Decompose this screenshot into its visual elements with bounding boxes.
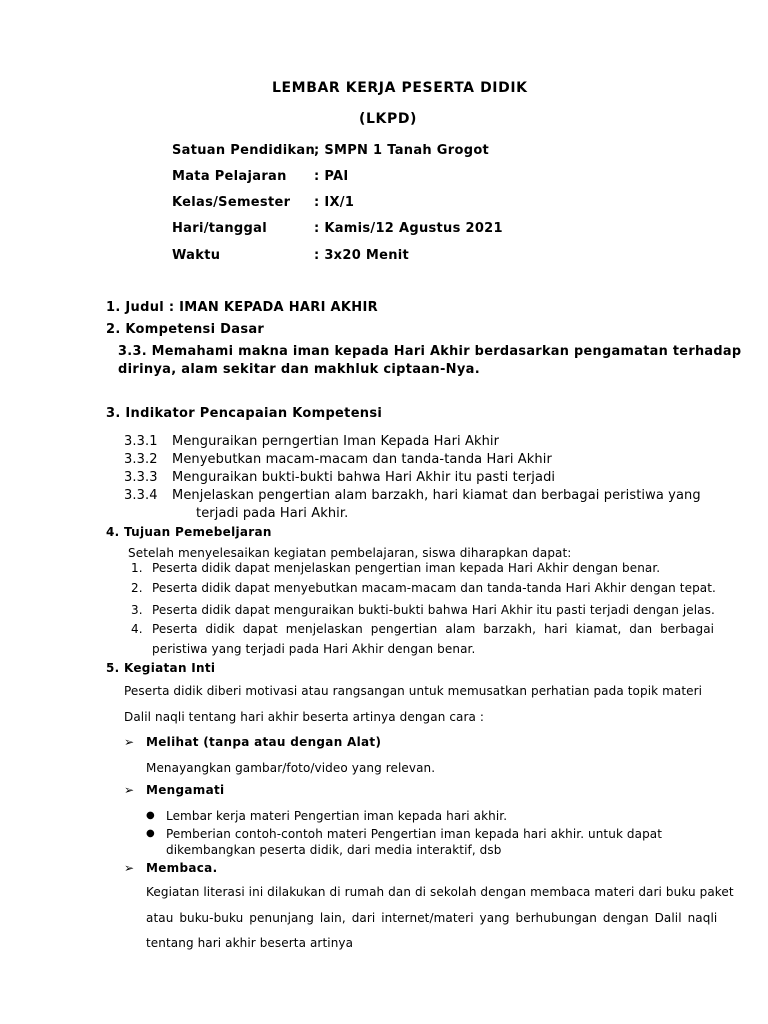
document-subtitle: (LKPD) — [359, 111, 418, 127]
tujuan-num: 4. — [131, 622, 143, 636]
mengamati-bullet-2-cont: dikembangkan peserta didik, dari media interaktif, dsb — [166, 843, 502, 857]
section-kegiatan-heading: 5. Kegiatan Inti — [106, 661, 216, 675]
bullet-dot-icon: ● — [146, 828, 155, 839]
document-title: LEMBAR KERJA PESERTA DIDIK — [272, 80, 528, 96]
section-indikator-heading: 3. Indikator Pencapaian Kompetensi — [106, 406, 383, 421]
meta-value-satuan: ; SMPN 1 Tanah Grogot — [314, 143, 490, 158]
meta-label-satuan: Satuan Pendidikan — [172, 143, 316, 158]
indikator-num: 3.3.4 — [124, 488, 158, 503]
arrow-bullet-icon: ➢ — [124, 783, 135, 797]
meta-value-mapel: : PAI — [314, 169, 349, 184]
membaca-line-3: tentang hari akhir beserta artinya — [146, 936, 354, 950]
meta-label-waktu: Waktu — [172, 248, 221, 263]
indikator-text: Menjelaskan pengertian alam barzakh, hari kiamat dan berbagai peristiwa yang — [172, 488, 701, 503]
membaca-line-2: atau buku-buku penunjang lain, dari internet/materi yang berhubungan dengan Dalil naqli — [146, 911, 718, 925]
tujuan-num: 2. — [131, 581, 143, 595]
meta-label-hari: Hari/tanggal — [172, 221, 267, 236]
meta-label-mapel: Mata Pelajaran — [172, 169, 287, 184]
arrow-bullet-icon: ➢ — [124, 735, 135, 749]
melihat-heading: Melihat (tanpa atau dengan Alat) — [146, 735, 382, 749]
indikator-text: Menguraikan bukti-bukti bahwa Hari Akhir itu pasti terjadi — [172, 470, 556, 485]
tujuan-num: 1. — [131, 561, 143, 575]
tujuan-text: Peserta didik dapat menjelaskan pengertian alam barzakh, hari kiamat, dan berbagai — [152, 622, 715, 636]
mengamati-bullet-1: Lembar kerja materi Pengertian iman kepada hari akhir. — [166, 809, 508, 823]
indikator-num: 3.3.2 — [124, 452, 158, 467]
meta-value-hari: : Kamis/12 Agustus 2021 — [314, 221, 503, 236]
arrow-bullet-icon: ➢ — [124, 861, 135, 875]
indikator-text: Menyebutkan macam-macam dan tanda-tanda Hari Akhir — [172, 452, 552, 467]
meta-label-kelas: Kelas/Semester — [172, 195, 291, 210]
kegiatan-para-2: Dalil naqli tentang hari akhir beserta artinya dengan cara : — [124, 710, 485, 724]
indikator-text: Menguraikan perngertian Iman Kepada Hari Akhir — [172, 434, 500, 449]
section-kompetensi-heading: 2. Kompetensi Dasar — [106, 322, 265, 337]
tujuan-text: Peserta didik dapat menjelaskan pengertian iman kepada Hari Akhir dengan benar. — [152, 561, 661, 575]
indikator-text-cont: terjadi pada Hari Akhir. — [196, 506, 349, 521]
indikator-num: 3.3.1 — [124, 434, 158, 449]
tujuan-text: Peserta didik dapat menyebutkan macam-macam dan tanda-tanda Hari Akhir dengan tepat. — [152, 581, 716, 595]
mengamati-heading: Mengamati — [146, 783, 225, 797]
membaca-line-1: Kegiatan literasi ini dilakukan di rumah dan di sekolah dengan membaca materi dari buku paket — [146, 885, 734, 899]
bullet-dot-icon: ● — [146, 810, 155, 821]
tujuan-intro: Setelah menyelesaikan kegiatan pembelajaran, siswa diharapkan dapat: — [128, 546, 572, 560]
tujuan-text-cont: peristiwa yang terjadi pada Hari Akhir dengan benar. — [152, 642, 476, 656]
kegiatan-para-1: Peserta didik diberi motivasi atau rangsangan untuk memusatkan perhatian pada topik materi — [124, 684, 703, 698]
tujuan-num: 3. — [131, 603, 143, 617]
indikator-num: 3.3.3 — [124, 470, 158, 485]
meta-value-waktu: : 3x20 Menit — [314, 248, 410, 263]
section-judul: 1. Judul : IMAN KEPADA HARI AKHIR — [106, 300, 378, 315]
kompetensi-line-2: dirinya, alam sekitar dan makhluk ciptaan-Nya. — [118, 362, 480, 377]
melihat-text: Menayangkan gambar/foto/video yang relevan. — [146, 761, 436, 775]
mengamati-bullet-2: Pemberian contoh-contoh materi Pengertian iman kepada hari akhir. untuk dapat — [166, 827, 663, 841]
section-tujuan-heading: 4. Tujuan Pemebeljaran — [106, 525, 272, 539]
tujuan-text: Peserta didik dapat menguraikan bukti-bukti bahwa Hari Akhir itu pasti terjadi dengan jelas. — [152, 603, 715, 617]
meta-value-kelas: : IX/1 — [314, 195, 355, 210]
kompetensi-line-1: 3.3. Memahami makna iman kepada Hari Akhir berdasarkan pengamatan terhadap — [118, 344, 742, 359]
membaca-heading: Membaca. — [146, 861, 218, 875]
